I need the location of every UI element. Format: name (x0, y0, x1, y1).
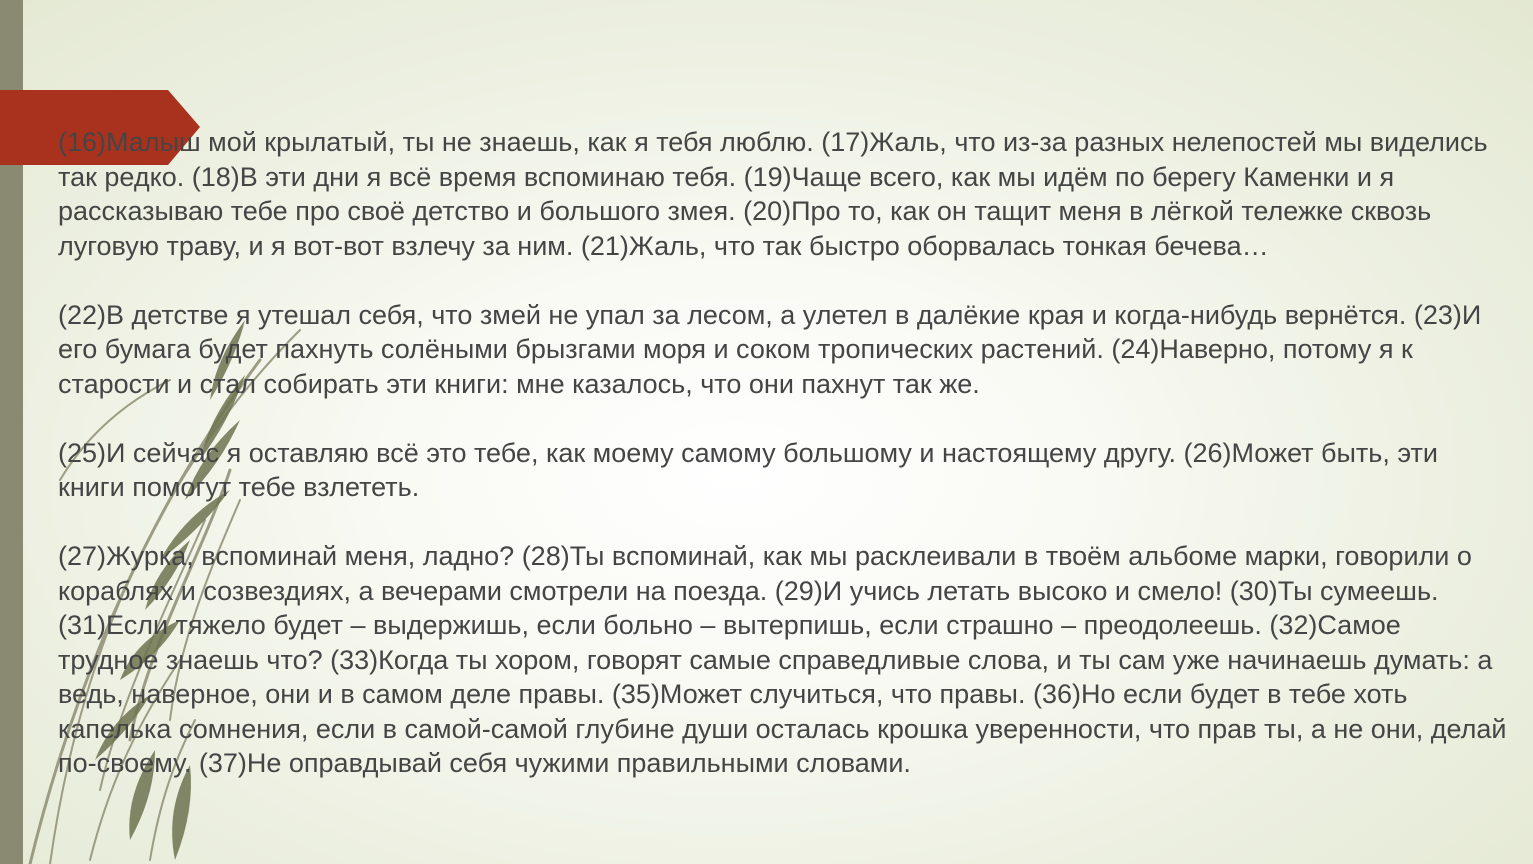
paragraph-1: (16)Малыш мой крылатый, ты не знаешь, как я тебя люблю. (17)Жаль, что из-за разных нелепостей мы виделись так редко. (18)В эти дни я всё время вспоминаю тебя. (19)Чаще всего, как мы идём по берегу Каменки и я рассказываю тебе про своё детство и большого змея. (20)Про то, как он тащит меня в лёгкой тележке сквозь луговую траву, и я вот-вот взлечу за ним. (21)Жаль, что так быстро оборвалась тонкая бечева… (58, 127, 1488, 261)
paragraph-2: (22)В детстве я утешал себя, что змей не упал за лесом, а улетел в далёкие края и когда-нибудь вернётся. (23)И его бумага будет пахнуть солёными брызгами моря и соком тропических растений. (24)Наверно, потому я к старости и стал собирать эти книги: мне казалось, что они пахнут так же. (58, 299, 1482, 399)
paragraph-4: (27)Журка, вспоминай меня, ладно? (28)Ты вспоминай, как мы расклеивали в твоём альбоме марки, говорили о кораблях и созвездиях, а вечерами смотрели на поезда. (29)И учись летать высоко и смело! (30)Ты сумеешь. (31)Если тяжело будет – выдержишь, если больно – вытерпишь, если страшно – преодолеешь. (32)Самое трудное знаешь что? (33)Когда ты хором, говорят самые справедливые слова, и ты сам уже начинаешь думать: а ведь, наверное, они и в самом деле правы. (35)Может случиться, что правы. (36)Но если будет в тебе хоть капелька сомнения, если в самой-самой глубине души осталась крошка уверенности, что прав ты, а не они, делай по-своему. (37)Не оправдывай себя чужими правильными словами. (58, 541, 1507, 778)
document-text (58, 125, 1508, 781)
paragraph-3: (25)И сейчас я оставляю всё это тебе, как моему самому большому и настоящему другу. (26)Может быть, эти книги помогут тебе взлететь. (58, 437, 1438, 502)
